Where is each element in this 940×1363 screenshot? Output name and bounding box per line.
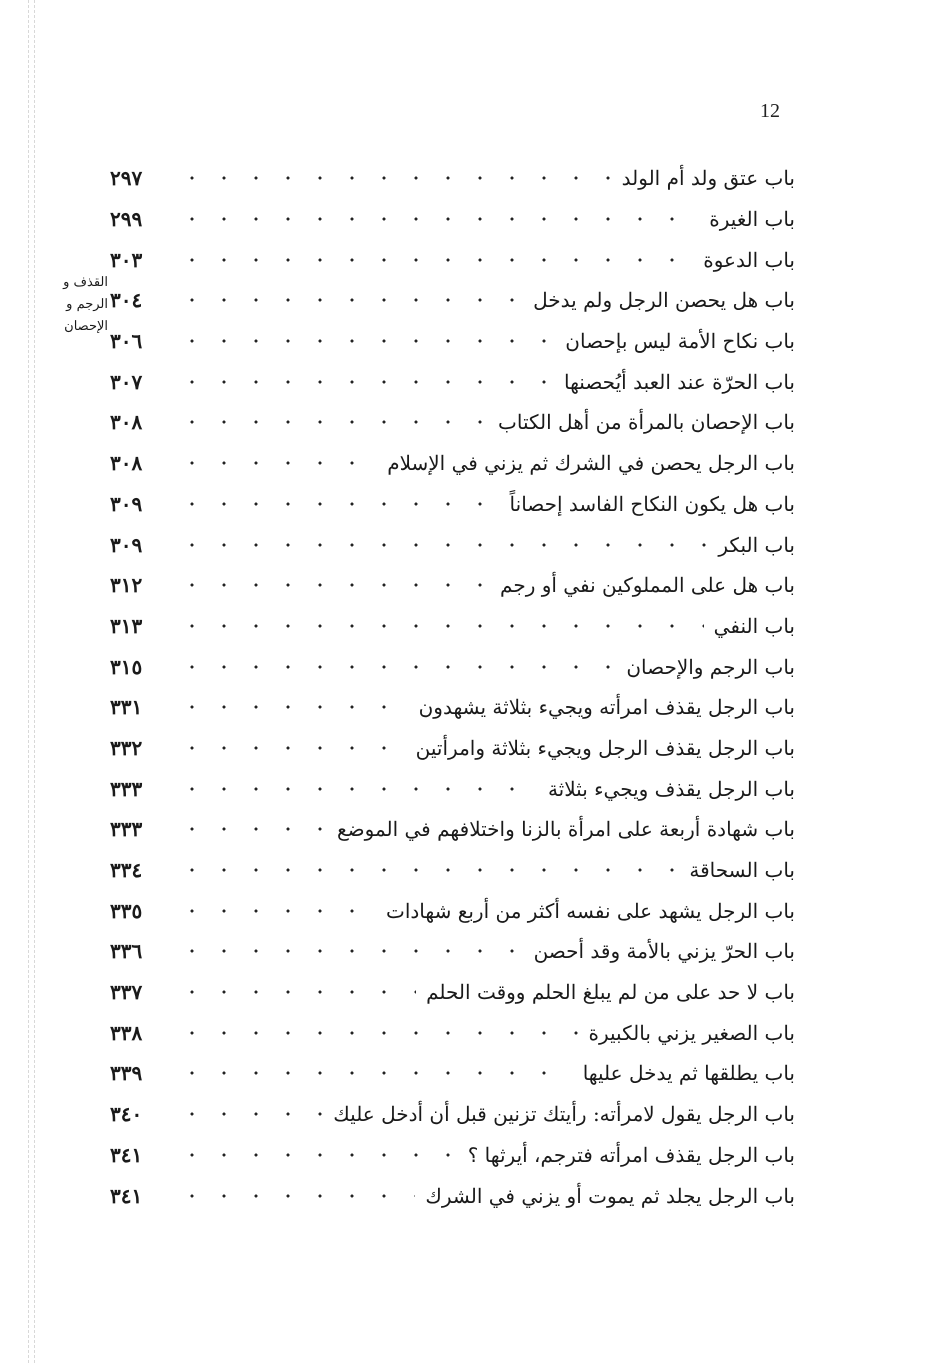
dot-leader	[176, 331, 555, 351]
toc-entry	[110, 565, 795, 606]
toc-entry-page: ٣٣٩	[110, 1061, 143, 1086]
toc-entry-page: ٣٠٧	[110, 369, 143, 394]
toc-entry	[110, 484, 795, 525]
toc-entry-page: ٢٩٧	[110, 166, 143, 191]
dot-leader	[176, 901, 376, 921]
dot-leader	[176, 1023, 579, 1043]
toc-entry-title: باب يطلقها ثم يدخل عليها	[577, 1061, 795, 1085]
toc-entry-page: ٣٠٦	[110, 329, 143, 354]
left-margin-rule	[34, 0, 35, 1363]
toc-entry-page: ٣٣٨	[110, 1020, 143, 1045]
margin-note-line: القذف و	[63, 275, 108, 290]
toc-entry	[110, 443, 795, 484]
toc-entry-title: باب هل على المملوكين نفي أو رجم	[494, 573, 795, 597]
toc-entry-page: ٣٠٩	[110, 532, 143, 557]
toc-entry-title: باب الصغير يزني بالكبيرة	[583, 1021, 796, 1045]
toc-entry-title: باب الرجل يجلد ثم يموت أو يزني في الشرك	[419, 1184, 795, 1208]
toc-entry-title: باب الرجل يقذف ويجيء بثلاثة	[542, 777, 795, 801]
page-number: 12	[760, 100, 780, 122]
dot-leader	[176, 616, 704, 636]
toc-entry-page: ٣٤١	[110, 1142, 143, 1167]
toc-entry	[110, 606, 795, 647]
toc-entry-page: ٣٣٦	[110, 939, 143, 964]
toc-entry	[110, 850, 795, 891]
toc-entry	[110, 809, 795, 850]
toc-entry-title: باب الرجل يقذف امرأته ويجيء بثلاثة يشهدون	[413, 695, 795, 719]
toc-entry	[110, 199, 795, 240]
toc-entry-page: ٣٤٠	[110, 1102, 143, 1127]
dot-leader	[176, 453, 377, 473]
toc-entry-title: باب الغيرة	[703, 207, 795, 231]
toc-entry-title: باب نكاح الأمة ليس بإحصان	[559, 329, 795, 353]
left-margin-rule	[28, 0, 29, 1363]
dot-leader	[176, 1186, 415, 1206]
toc-entry	[110, 728, 795, 769]
dot-leader	[176, 982, 416, 1002]
dot-leader	[176, 1104, 323, 1124]
toc-entry-page: ٣١٣	[110, 613, 143, 638]
toc-entry-page: ٣٠٤	[110, 288, 143, 313]
toc-entry-page: ٣٣٣	[110, 776, 143, 801]
toc-entry-page: ٣٣٥	[110, 898, 143, 923]
toc-entry	[110, 524, 795, 565]
toc-entry-page: ٣٣٣	[110, 817, 143, 842]
toc-entry-title: باب الحرّة عند العبد أيُحصنها	[558, 370, 795, 394]
dot-leader	[176, 657, 616, 677]
toc-entry-title: باب الرجل يقذف الرجل ويجيء بثلاثة وامرأتين	[410, 736, 795, 760]
toc-entry-page: ٣٣٤	[110, 858, 143, 883]
dot-leader	[176, 535, 708, 555]
toc-entry-page: ٣٣٧	[110, 980, 143, 1005]
toc-entry-title: باب الحرّ يزني بالأمة وقد أحصن	[528, 939, 795, 963]
dot-leader	[176, 1145, 458, 1165]
toc-entry-page: ٢٩٩	[110, 207, 143, 232]
toc-entry-title: باب الإحصان بالمرأة من أهل الكتاب	[492, 410, 795, 434]
toc-entry-page: ٣٠٨	[110, 410, 143, 435]
toc-entry	[110, 158, 795, 199]
toc-entry-page: ٣١٢	[110, 573, 143, 598]
toc-entry-title: باب النفي	[708, 614, 795, 638]
toc-entry-title: باب لا حد على من لم يبلغ الحلم ووقت الحلم	[420, 980, 795, 1004]
dot-leader	[176, 860, 679, 880]
toc-entry-title: باب الرجل يحصن في الشرك ثم يزني في الإسلام	[381, 451, 795, 475]
toc-entry-title: باب عتق ولد أم الولد	[616, 166, 795, 190]
dot-leader	[176, 412, 488, 432]
toc-entry	[110, 239, 795, 280]
dot-leader	[176, 290, 523, 310]
dot-leader	[176, 819, 327, 839]
toc-entry	[110, 1094, 795, 1135]
toc-entry-title: باب شهادة أربعة على امرأة بالزنا واختلافهم في الموضع	[331, 817, 795, 841]
toc-entry	[110, 402, 795, 443]
dot-leader	[176, 697, 409, 717]
dot-leader	[176, 1063, 573, 1083]
table-of-contents	[110, 158, 795, 1216]
toc-entry	[110, 890, 795, 931]
toc-entry-title: باب السحاقة	[683, 858, 795, 882]
toc-entry	[110, 646, 795, 687]
toc-entry-title: باب البكر	[712, 533, 795, 557]
dot-leader	[176, 494, 500, 514]
dot-leader	[176, 941, 524, 961]
dot-leader	[176, 575, 490, 595]
dot-leader	[176, 250, 693, 270]
margin-note	[38, 272, 108, 338]
toc-entry	[110, 1012, 795, 1053]
toc-entry-title: باب الرجل يقذف امرأته فترجم، أيرثها ؟	[462, 1143, 795, 1167]
toc-entry-title: باب هل يكون النكاح الفاسد إحصاناً	[504, 492, 795, 516]
toc-entry-page: ٣١٥	[110, 654, 143, 679]
toc-entry-page: ٣٤١	[110, 1183, 143, 1208]
toc-entry-title: باب الرجل يقول لامرأته: رأيتك تزنين قبل أن أدخل عليك	[327, 1102, 795, 1126]
toc-entry	[110, 1175, 795, 1216]
toc-entry	[110, 1135, 795, 1176]
toc-entry	[110, 972, 795, 1013]
toc-entry-title: باب الرجم والإحصان	[620, 655, 795, 679]
toc-entry-page: ٣٣١	[110, 695, 143, 720]
toc-entry-page: ٣٠٩	[110, 491, 143, 516]
toc-entry	[110, 361, 795, 402]
dot-leader	[176, 779, 538, 799]
toc-entry-page: ٣٠٣	[110, 247, 143, 272]
margin-note-line: الرجم و	[66, 297, 108, 312]
toc-entry	[110, 768, 795, 809]
dot-leader	[176, 372, 554, 392]
dot-leader	[176, 738, 406, 758]
toc-entry-title: باب الدعوة	[697, 248, 795, 272]
dot-leader	[176, 209, 699, 229]
toc-entry-page: ٣٠٨	[110, 451, 143, 476]
toc-entry-title: باب الرجل يشهد على نفسه أكثر من أربع شهادات	[380, 899, 795, 923]
toc-entry-title: باب هل يحصن الرجل ولم يدخل	[527, 288, 795, 312]
dot-leader	[176, 168, 612, 188]
toc-entry	[110, 321, 795, 362]
toc-entry	[110, 687, 795, 728]
toc-entry	[110, 1053, 795, 1094]
toc-entry	[110, 931, 795, 972]
margin-note-line: الإحصان	[64, 319, 108, 334]
toc-entry	[110, 280, 795, 321]
toc-entry-page: ٣٣٢	[110, 735, 143, 760]
